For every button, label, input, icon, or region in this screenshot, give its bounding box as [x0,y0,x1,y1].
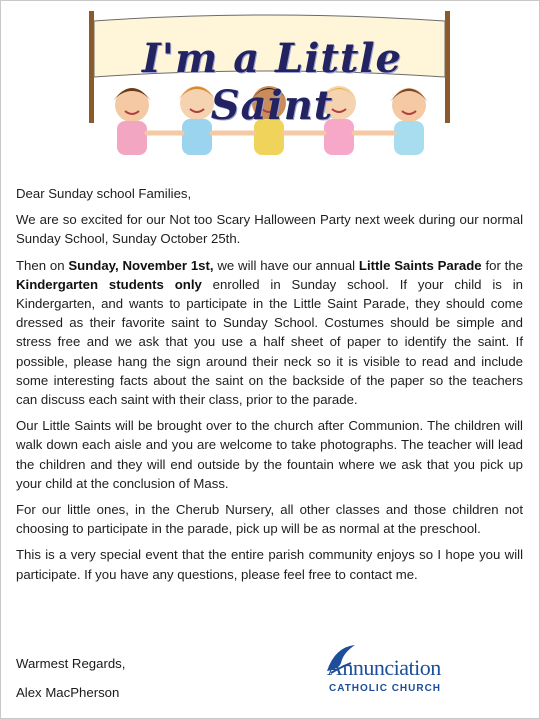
signature-name: Alex MacPherson [16,685,120,700]
logo-subtitle: CATHOLIC CHURCH [329,683,442,694]
paragraph-communion: Our Little Saints will be brought over to the church after Communion. The children will walk down each aisle and you are welcome to take photographs. The teacher will lead the children and they will end outside by the fountain where we ask that you pick up your child at the conclusion of Mass. [16,418,523,491]
paragraph-nursery: For our little ones, in the Cherub Nursery, all other classes and those children not choosing to participate in the parade, pick up will be as normal at the preschool. [16,502,523,537]
kindergarten-only: Kindergarten students only [16,276,202,292]
text-span: we will have our annual [213,257,359,273]
paragraph-halloween: We are so excited for our Not too Scary Halloween Party next week during our normal Sunday School, Sunday October 25th. [16,212,523,247]
parade-name: Little Saints Parade [358,257,482,273]
banner-title: I'm a Little Saint [142,35,402,129]
letter-body [16,184,523,591]
text-span: Then on [16,257,69,273]
logo-name: Annunciation [327,655,441,680]
little-saint-banner [77,5,465,165]
greeting: Dear Sunday school Families, [16,186,192,201]
parade-date: Sunday, November 1st, [68,257,214,273]
closing-block [16,654,125,712]
paragraph-parade [16,256,523,410]
text-span: for the [481,257,523,273]
paragraph-closing: This is a very special event that the entire parish community enjoys so I hope you will participate. If you have any questions, please feel free to contact me. [16,547,523,582]
closing-regards: Warmest Regards, [16,656,126,671]
text-span: enrolled in Sunday school. If your child is in Kindergarten, and wants to participate in the Little Saint Parade, they should come dressed as their favorite saint to Sunday School. Costumes should be simple and stress free and we ask that you use a half sheet of paper to identify the saint. If possible, please hang the sign around their neck so it is visible to read and include some interesting facts about the saint on the backside of the paper so the teachers can discuss each saint with their class, prior to the parade. [16,276,523,408]
annunciation-logo [319,641,519,701]
